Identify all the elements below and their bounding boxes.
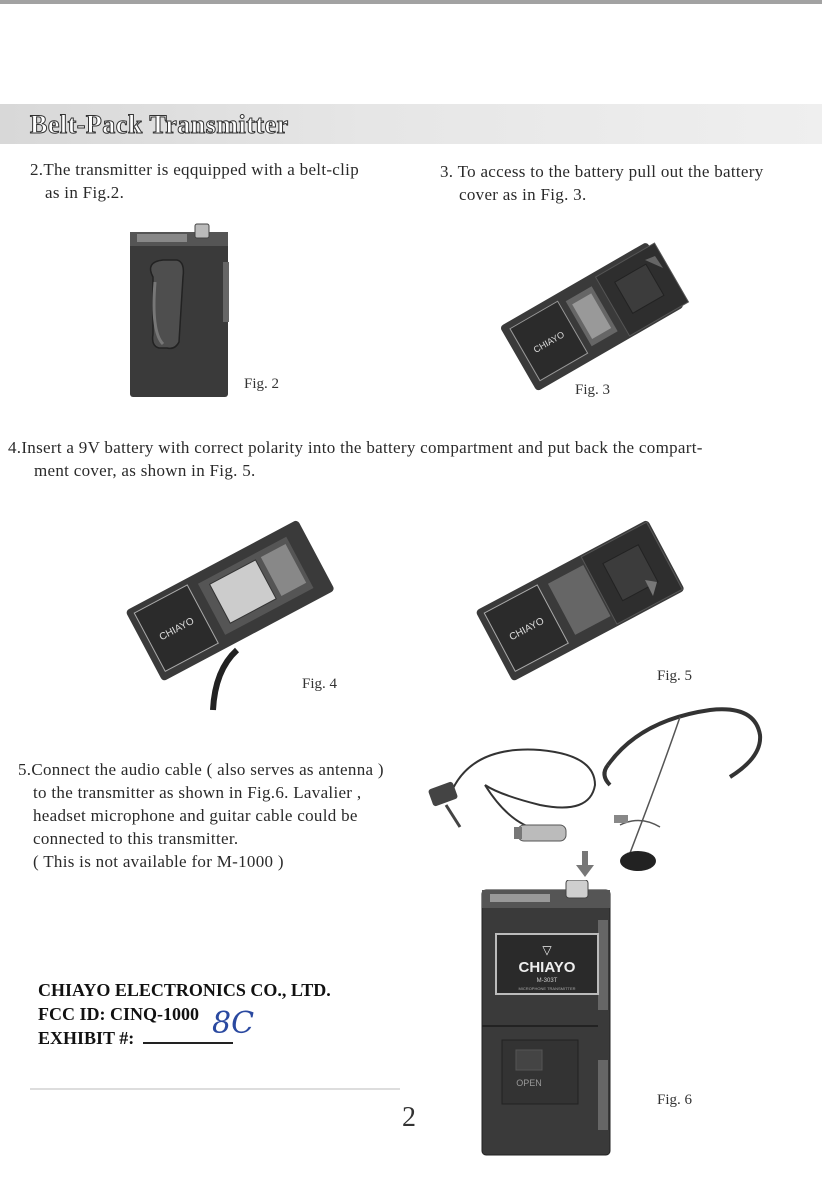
page-title: Belt-Pack Transmitter — [30, 110, 289, 139]
cover-replaced-figure — [475, 500, 693, 690]
footer-divider — [30, 1088, 400, 1090]
device-brand-text: CHIAYO — [518, 959, 576, 976]
company-name: CHIAYO ELECTRONICS CO., LTD. — [38, 980, 331, 1000]
cover-open-text: OPEN — [516, 1078, 542, 1088]
step-2-text — [30, 158, 359, 204]
step-2-line-1: 2.The transmitter is eqquipped with a belt-clip — [30, 160, 359, 179]
step-4-text — [8, 436, 703, 482]
step-5-text — [18, 758, 384, 873]
fig-4-label: Fig. 4 — [302, 676, 338, 692]
fig-5-label: Fig. 5 — [657, 668, 693, 684]
transmitter-front-figure — [478, 880, 618, 1160]
section-banner — [0, 104, 822, 144]
step-5-line-1: 5.Connect the audio cable ( also serves as antenna ) — [18, 760, 384, 779]
step-3-line-2: cover as in Fig. 3. — [459, 185, 587, 204]
device-model-text: M-303T — [536, 978, 558, 984]
svg-text:CHIAYO: CHIAYO — [531, 329, 567, 355]
svg-text:▽: ▽ — [542, 943, 552, 957]
battery-cover-removal-figure — [495, 222, 705, 397]
top-scan-rule — [0, 0, 822, 4]
handwritten-exhibit-number: 8C — [212, 1006, 255, 1041]
exhibit-label: EXHIBIT #: — [38, 1028, 135, 1048]
step-3-text — [440, 160, 764, 206]
fig-6-label: Fig. 6 — [657, 1092, 693, 1108]
page-number: 2 — [402, 1102, 416, 1133]
step-5-line-5: ( This is not available for M-1000 ) — [33, 852, 284, 871]
step-2-line-2: as in Fig.2. — [45, 183, 125, 202]
svg-text:CHIAYO: CHIAYO — [157, 615, 197, 644]
fig-3-label: Fig. 3 — [575, 382, 611, 398]
exhibit-line — [38, 1026, 331, 1050]
step-5-line-3: headset microphone and guitar cable could be — [33, 806, 358, 825]
fig-2-label: Fig. 2 — [244, 376, 280, 392]
step-4-line-1: 4.Insert a 9V battery with correct polarity into the battery compartment and put back the compart- — [8, 438, 703, 457]
fcc-id: FCC ID: CINQ-1000 — [38, 1004, 199, 1024]
microphone-accessories-figure — [390, 705, 780, 885]
device-subtitle-text: MICROPHONE TRANSMITTER — [518, 986, 576, 991]
company-stamp — [38, 978, 331, 1050]
step-5-line-2: to the transmitter as shown in Fig.6. Lavalier , — [33, 783, 362, 802]
step-4-line-2: ment cover, as shown in Fig. 5. — [34, 461, 256, 480]
step-3-line-1: 3. To access to the battery pull out the battery — [440, 162, 764, 181]
step-5-line-4: connected to this transmitter. — [33, 829, 239, 848]
svg-text:CHIAYO: CHIAYO — [507, 615, 547, 644]
belt-clip-transmitter-figure — [125, 222, 240, 402]
